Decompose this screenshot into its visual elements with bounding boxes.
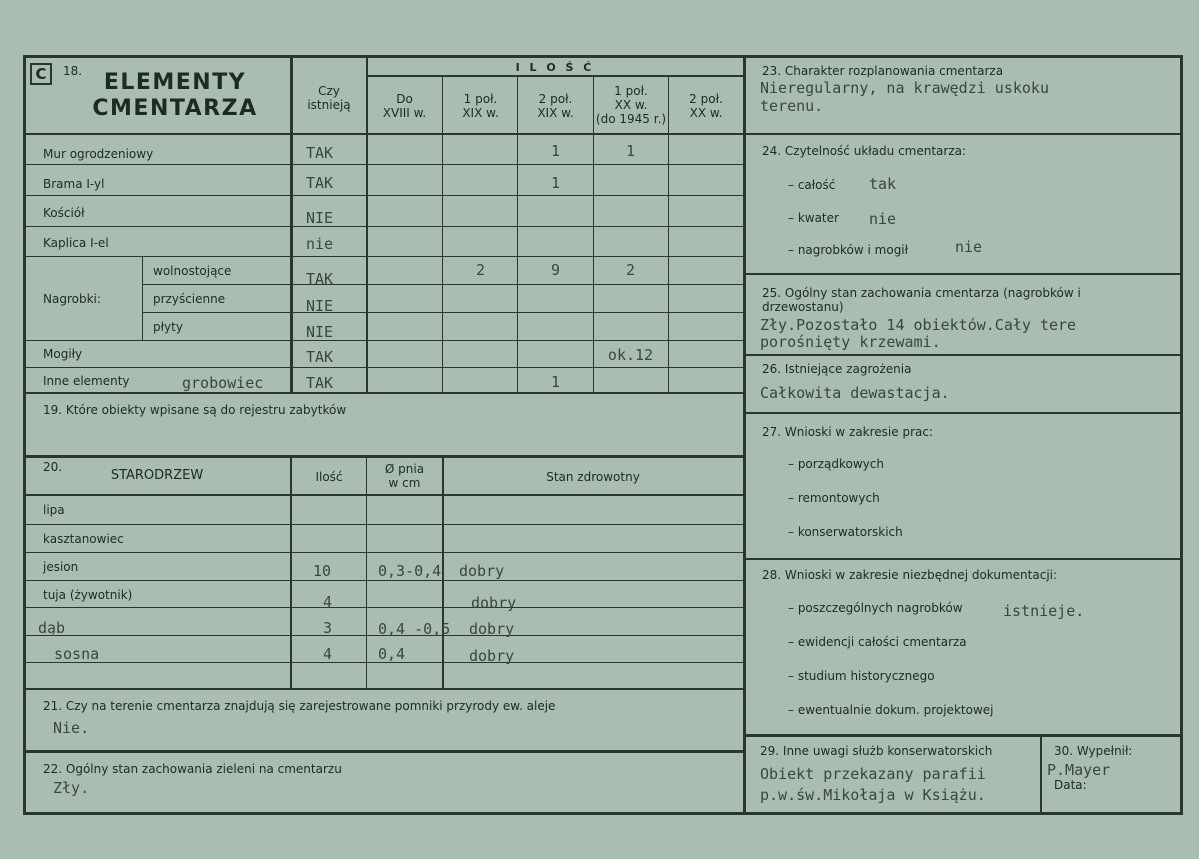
s26-value: Całkowita dewastacja. (760, 384, 950, 402)
tree-ilosc: 4 (323, 593, 333, 611)
divider (1040, 736, 1042, 814)
czy-value: NIE (306, 323, 334, 341)
tree-ilosc: 10 (313, 562, 332, 580)
divider (593, 76, 594, 392)
row-label: Mur ogrodzeniowy (43, 147, 154, 161)
s28-item: – studium historycznego (788, 669, 935, 683)
row-label: wolnostojące (153, 264, 232, 278)
divider (24, 455, 744, 458)
s18-col-2pol20: 2 poł. XX w. (689, 92, 723, 120)
s18-col-1pol19: 1 poł. XIX w. (462, 92, 499, 120)
s28-item: – ewentualnie dokum. projektowej (788, 703, 994, 717)
count-value: 1 (625, 142, 636, 160)
tree-name: tuja (żywotnik) (43, 588, 133, 602)
divider (24, 256, 744, 257)
tree-ilosc: 3 (323, 619, 333, 637)
divider (24, 226, 744, 227)
divider (24, 164, 744, 165)
divider (745, 273, 1182, 275)
nagrobki-label: Nagrobki: (43, 292, 101, 306)
czy-value: NIE (306, 297, 334, 315)
s24-nagrobkow-label: – nagrobków i mogił (788, 243, 909, 257)
s20-col-stan: Stan zdrowotny (546, 470, 640, 484)
row-label: Brama I-yl (43, 177, 105, 191)
divider (24, 688, 744, 690)
column-divider (743, 56, 746, 814)
s18-col-do18: Do XVIII w. (382, 92, 427, 120)
s26-label: 26. Istniejące zagrożenia (762, 362, 912, 376)
divider (745, 133, 1182, 135)
tree-stan: dobry (469, 620, 515, 638)
divider (367, 75, 744, 77)
tree-name: kasztanowiec (43, 532, 124, 546)
s27-item: – remontowych (788, 491, 880, 505)
divider (24, 392, 744, 394)
czy-value: TAK (306, 144, 334, 162)
divider (142, 257, 143, 341)
divider (142, 284, 744, 285)
count-value: 1 (550, 373, 561, 391)
tree-stan: dobry (471, 594, 517, 612)
row-extra-value: grobowiec (182, 374, 264, 392)
s25-label: 25. Ogólny stan zachowania cmentarza (nagrobków i drzewostanu) (762, 286, 1081, 314)
s22-value: Zły. (53, 779, 90, 797)
divider (24, 524, 744, 525)
divider (442, 76, 443, 392)
divider (745, 734, 1182, 737)
s20-title: STARODRZEW (110, 468, 204, 483)
section-c-box: C (30, 63, 52, 85)
tree-name: sosna (54, 645, 100, 663)
row-label: Kościół (43, 206, 85, 220)
divider (745, 558, 1182, 560)
czy-value: TAK (306, 174, 334, 192)
s28-item: – poszczególnych nagrobków (788, 601, 963, 615)
s24-kwater-value: nie (869, 210, 897, 228)
s24-label: 24. Czytelność układu cmentarza: (762, 144, 967, 158)
s18-col-ilosc: I L O Ś Ć (515, 61, 595, 74)
tree-stan: dobry (459, 562, 505, 580)
s27-item: – porządkowych (788, 457, 884, 471)
divider (442, 457, 444, 689)
s27-label: 27. Wnioski w zakresie prac: (762, 425, 934, 439)
row-label: Mogiły (43, 347, 83, 361)
s27-item: – konserwatorskich (788, 525, 903, 539)
s25-value-2: porośnięty krzewami. (760, 333, 941, 351)
s28-value: istnieje. (1003, 602, 1085, 620)
divider (290, 56, 293, 392)
s21-label: 21. Czy na terenie cmentarza znajdują się zarejestrowane pomniki przyrody ew. aleje (43, 699, 556, 713)
s19-label: 19. Które obiekty wpisane są do rejestru zabytków (43, 403, 347, 417)
divider (668, 76, 669, 392)
count-value: 2 (625, 261, 636, 279)
s28-label: 28. Wnioski w zakresie niezbędnej dokumentacji: (762, 568, 1058, 582)
s18-title-1: ELEMENTY (103, 70, 247, 95)
s18-col-czy: Czy istnieją (307, 84, 351, 112)
s30-label: 30. Wypełnił: (1054, 744, 1133, 758)
row-label: Kaplica I-el (43, 236, 109, 250)
divider (745, 354, 1182, 356)
s30-data-label: Data: (1054, 778, 1087, 792)
s21-value: Nie. (53, 719, 90, 737)
row-label: przyścienne (153, 292, 226, 306)
divider (366, 457, 367, 689)
czy-value: nie (306, 235, 334, 253)
tree-ilosc: 4 (323, 645, 333, 663)
s18-number: 18. (63, 64, 83, 78)
divider (366, 56, 368, 392)
s29-value-2: p.w.św.Mikołaja w Książu. (760, 786, 986, 804)
czy-value: TAK (306, 270, 334, 288)
divider (290, 457, 292, 689)
count-value: ok.12 (607, 346, 654, 364)
s24-calosc-label: – całość (788, 178, 836, 192)
czy-value: TAK (306, 348, 334, 366)
tree-pnia: 0,4 -0,5 (378, 620, 451, 638)
divider (24, 494, 744, 496)
s24-nagrobkow-value: nie (955, 238, 983, 256)
count-value: 9 (550, 261, 561, 279)
s29-value-1: Obiekt przekazany parafii (760, 765, 986, 783)
row-label: płyty (153, 320, 183, 334)
count-value: 1 (550, 142, 561, 160)
divider (24, 195, 744, 196)
row-label: Inne elementy (43, 374, 130, 388)
s24-calosc-value: tak (869, 175, 897, 193)
s24-kwater-label: – kwater (788, 211, 839, 225)
divider (24, 552, 744, 553)
divider (142, 312, 744, 313)
czy-value: TAK (306, 374, 334, 392)
s22-label: 22. Ogólny stan zachowania zieleni na cmentarzu (43, 762, 342, 776)
czy-value: NIE (306, 209, 334, 227)
divider (24, 133, 744, 135)
s23-label: 23. Charakter rozplanowania cmentarza (762, 64, 1004, 78)
divider (24, 340, 744, 341)
s18-col-1pol20: 1 poł. XX w. (do 1945 r.) (595, 84, 667, 126)
tree-pnia: 0,3-0,4 (378, 562, 442, 580)
divider (24, 750, 744, 753)
s30-value: P.Mayer (1047, 761, 1111, 779)
tree-name: lipa (43, 503, 65, 517)
tree-pnia: 0,4 (378, 645, 406, 663)
divider (745, 412, 1182, 414)
count-value: 1 (550, 174, 561, 192)
s23-value-2: terenu. (760, 97, 824, 115)
tree-stan: dobry (469, 647, 515, 665)
tree-name: jesion (43, 560, 79, 574)
s29-label: 29. Inne uwagi służb konserwatorskich (760, 744, 993, 758)
s18-col-2pol19: 2 poł. XIX w. (537, 92, 574, 120)
s20-col-ilosc: Ilość (315, 470, 343, 484)
tree-name: dąb (38, 619, 66, 637)
s18-title-2: CMENTARZA (92, 96, 258, 121)
s23-value-1: Nieregularny, na krawędzi uskoku (760, 79, 1049, 97)
s28-item: – ewidencji całości cmentarza (788, 635, 967, 649)
divider (517, 76, 518, 392)
s25-value-1: Zły.Pozostało 14 obiektów.Cały tere (760, 316, 1077, 334)
s20-number: 20. (43, 460, 63, 474)
count-value: 2 (475, 261, 486, 279)
divider (24, 580, 744, 581)
divider (24, 607, 744, 608)
s20-col-pnia: Ø pnia w cm (384, 462, 425, 490)
divider (24, 367, 744, 368)
